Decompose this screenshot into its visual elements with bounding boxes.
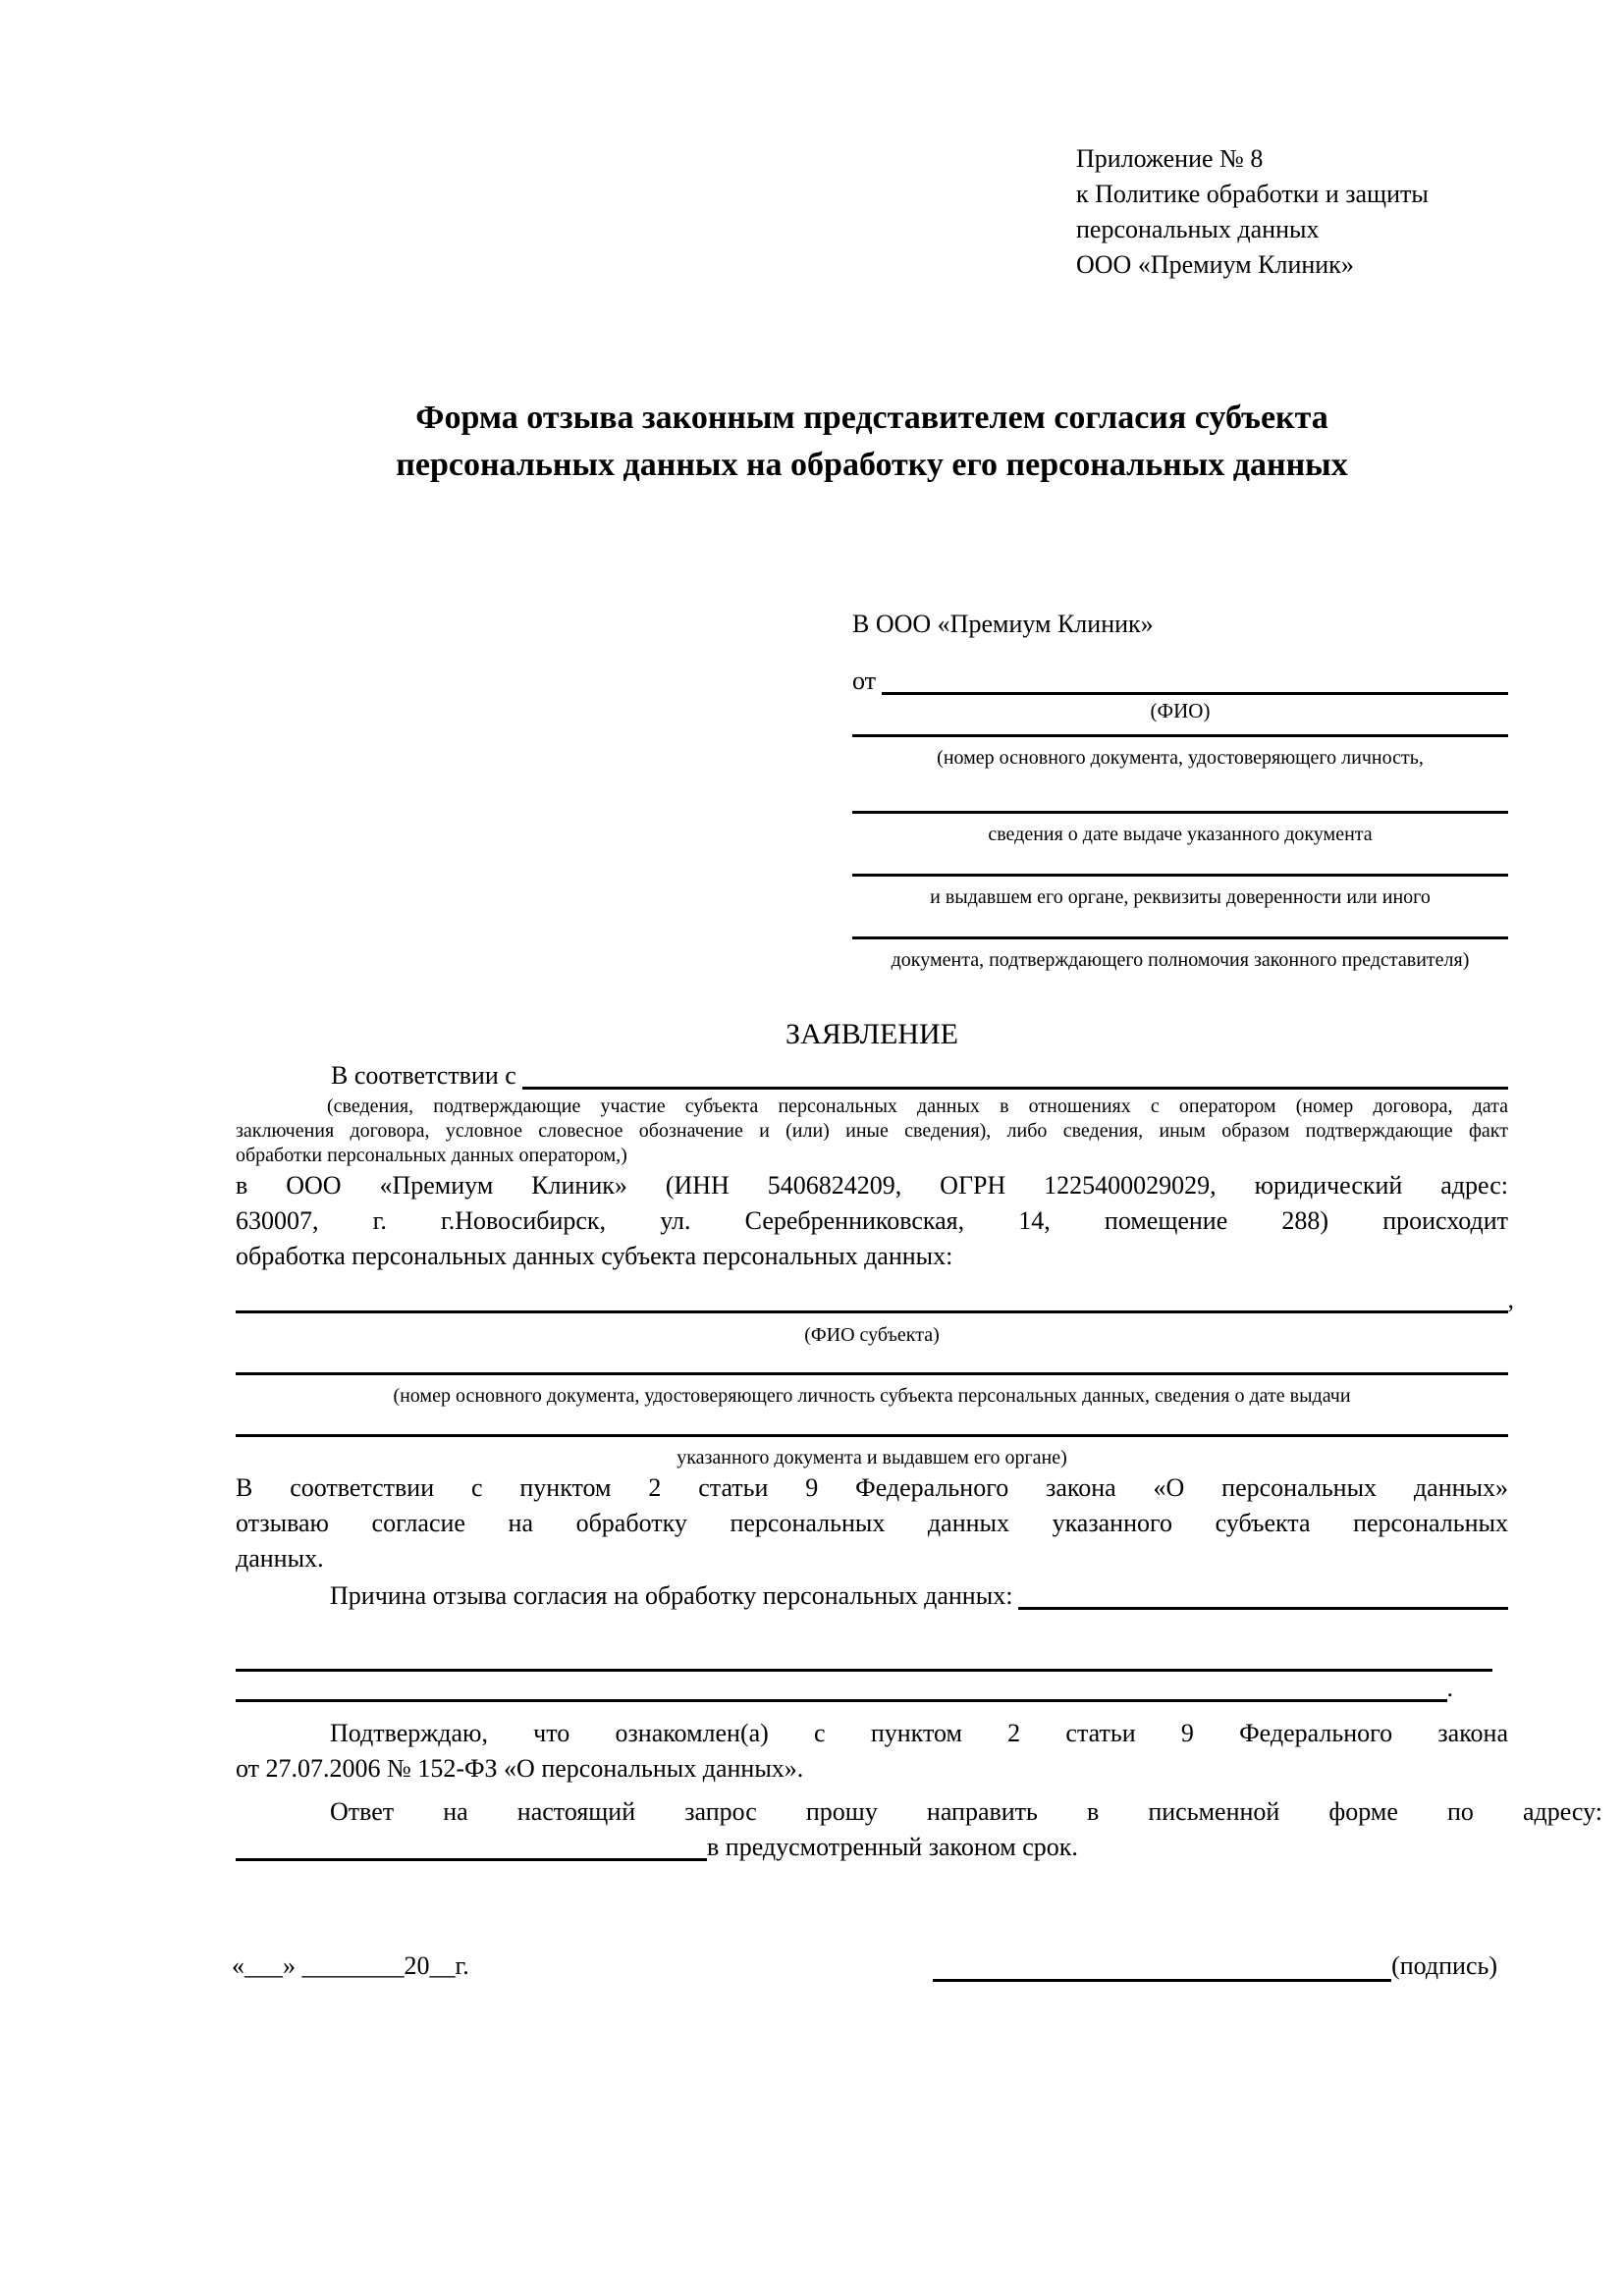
subject-fio-blank-line [236,1282,1508,1313]
confirm-paragraph [236,1716,1508,1787]
intro-caption-line: заключения договора, условное словесное обозначение и (или) иные сведения), либо сведения, иным образом подтверждающие факт [236,1120,1508,1142]
address-blank-line [236,1830,707,1861]
statement-heading: ЗАЯВЛЕНИЕ [785,1018,958,1050]
appendix-note-line: персональных данных [1076,215,1320,243]
paragraph-line: от 27.07.2006 № 152-ФЗ «О персональных данных». [236,1754,804,1783]
fio-blank-line [882,664,1508,695]
paragraph-line: В соответствии с пунктом 2 статьи 9 Федерального закона «О персональных данных» [236,1473,1508,1502]
subject-document-blank-line [236,1372,1508,1375]
field-caption: и выдавшем его органе, реквизиты доверенности или иного [930,886,1431,908]
subject-document-caption: указанного документа и выдавшем его органе) [677,1447,1067,1468]
appendix-note [1076,141,1429,283]
subject-document-blank-line-2 [236,1434,1508,1437]
reason-label: Причина отзыва согласия на обработку персональных данных: [330,1581,1013,1610]
fio-caption: (ФИО) [1150,699,1211,722]
field-caption: документа, подтверждающего полномочия законного представителя) [891,949,1470,971]
intro-caption-line: (сведения, подтверждающие участие субъекта персональных данных в отношениях с оператором (номер договора, дата [327,1095,1508,1117]
reason-blank-row-3 [236,1671,1453,1706]
appendix-note-line: к Политике обработки и защиты [1076,180,1429,208]
paragraph-line: отзываю согласие на обработку персональных данных указанного субъекта персональных [236,1509,1508,1537]
recipient-to-line: В ООО «Премиум Клиник» [852,610,1154,638]
paragraph-line: в ООО «Премиум Клиник» (ИНН 5406824209, ОГРН 1225400029029, юридический адрес: [236,1171,1508,1200]
subject-fio-row [236,1282,1514,1317]
reply-prefix-line: Ответ на настоящий запрос прошу направить в письменной форме по адресу: [330,1797,1602,1826]
intro-prefix: В соответствии с [331,1061,516,1090]
paragraph-line: 630007, г. г.Новосибирск, ул. Серебренниковская, 14, помещение 288) происходит [236,1206,1508,1235]
intro-caption [236,1095,1508,1168]
from-row [852,664,1508,699]
reply-suffix: в предусмотренный законом срок. [707,1833,1078,1861]
appendix-note-line: Приложение № 8 [1076,144,1264,173]
intro-row [331,1058,1508,1094]
field-caption: сведения о дате выдаче указанного документа [988,824,1373,845]
subject-fio-caption: (ФИО субъекта) [804,1324,940,1346]
subject-document-caption: (номер основного документа, удостоверяющего личность субъекта персональных данных, сведения о дате выдачи [393,1385,1351,1407]
issue-date-blank-line [852,811,1508,814]
field-caption: (номер основного документа, удостоверяющего личность, [937,747,1424,769]
trailing-period: . [1446,1674,1453,1702]
paragraph-line: Подтверждаю, что ознакомлен(а) с пунктом 2 статьи 9 Федерального закона [330,1719,1508,1747]
reply-row [236,1830,1508,1865]
reason-blank-line-3 [236,1671,1447,1702]
appendix-note-line: ООО «Премиум Клиник» [1076,250,1354,279]
withdraw-paragraph [236,1470,1508,1576]
trailing-comma: , [1507,1285,1514,1313]
signature-blank-line [933,1949,1391,1982]
signature-caption: (подпись) [1391,1951,1497,1980]
document-title-line: персональных данных на обработку его персональных данных [396,447,1348,483]
document-number-blank-line [852,734,1508,737]
intro-caption-line: обработки персональных данных оператором,) [236,1145,627,1166]
intro-blank-line [522,1058,1508,1090]
date-line: «___» ________20__г. [232,1951,469,1980]
document-title [236,395,1508,489]
issuing-authority-blank-line [852,874,1508,877]
reason-row [236,1578,1508,1614]
paragraph-line: данных. [236,1544,324,1573]
document-title-line: Форма отзыва законным представителем согласия субъекта [415,400,1328,436]
operator-paragraph [236,1168,1508,1274]
from-label: от [852,667,877,695]
reason-blank-line [1018,1578,1508,1610]
paragraph-line: обработка персональных данных субъекта персональных данных: [236,1242,953,1270]
authority-document-blank-line [852,936,1508,939]
signature-row [933,1949,1497,1986]
